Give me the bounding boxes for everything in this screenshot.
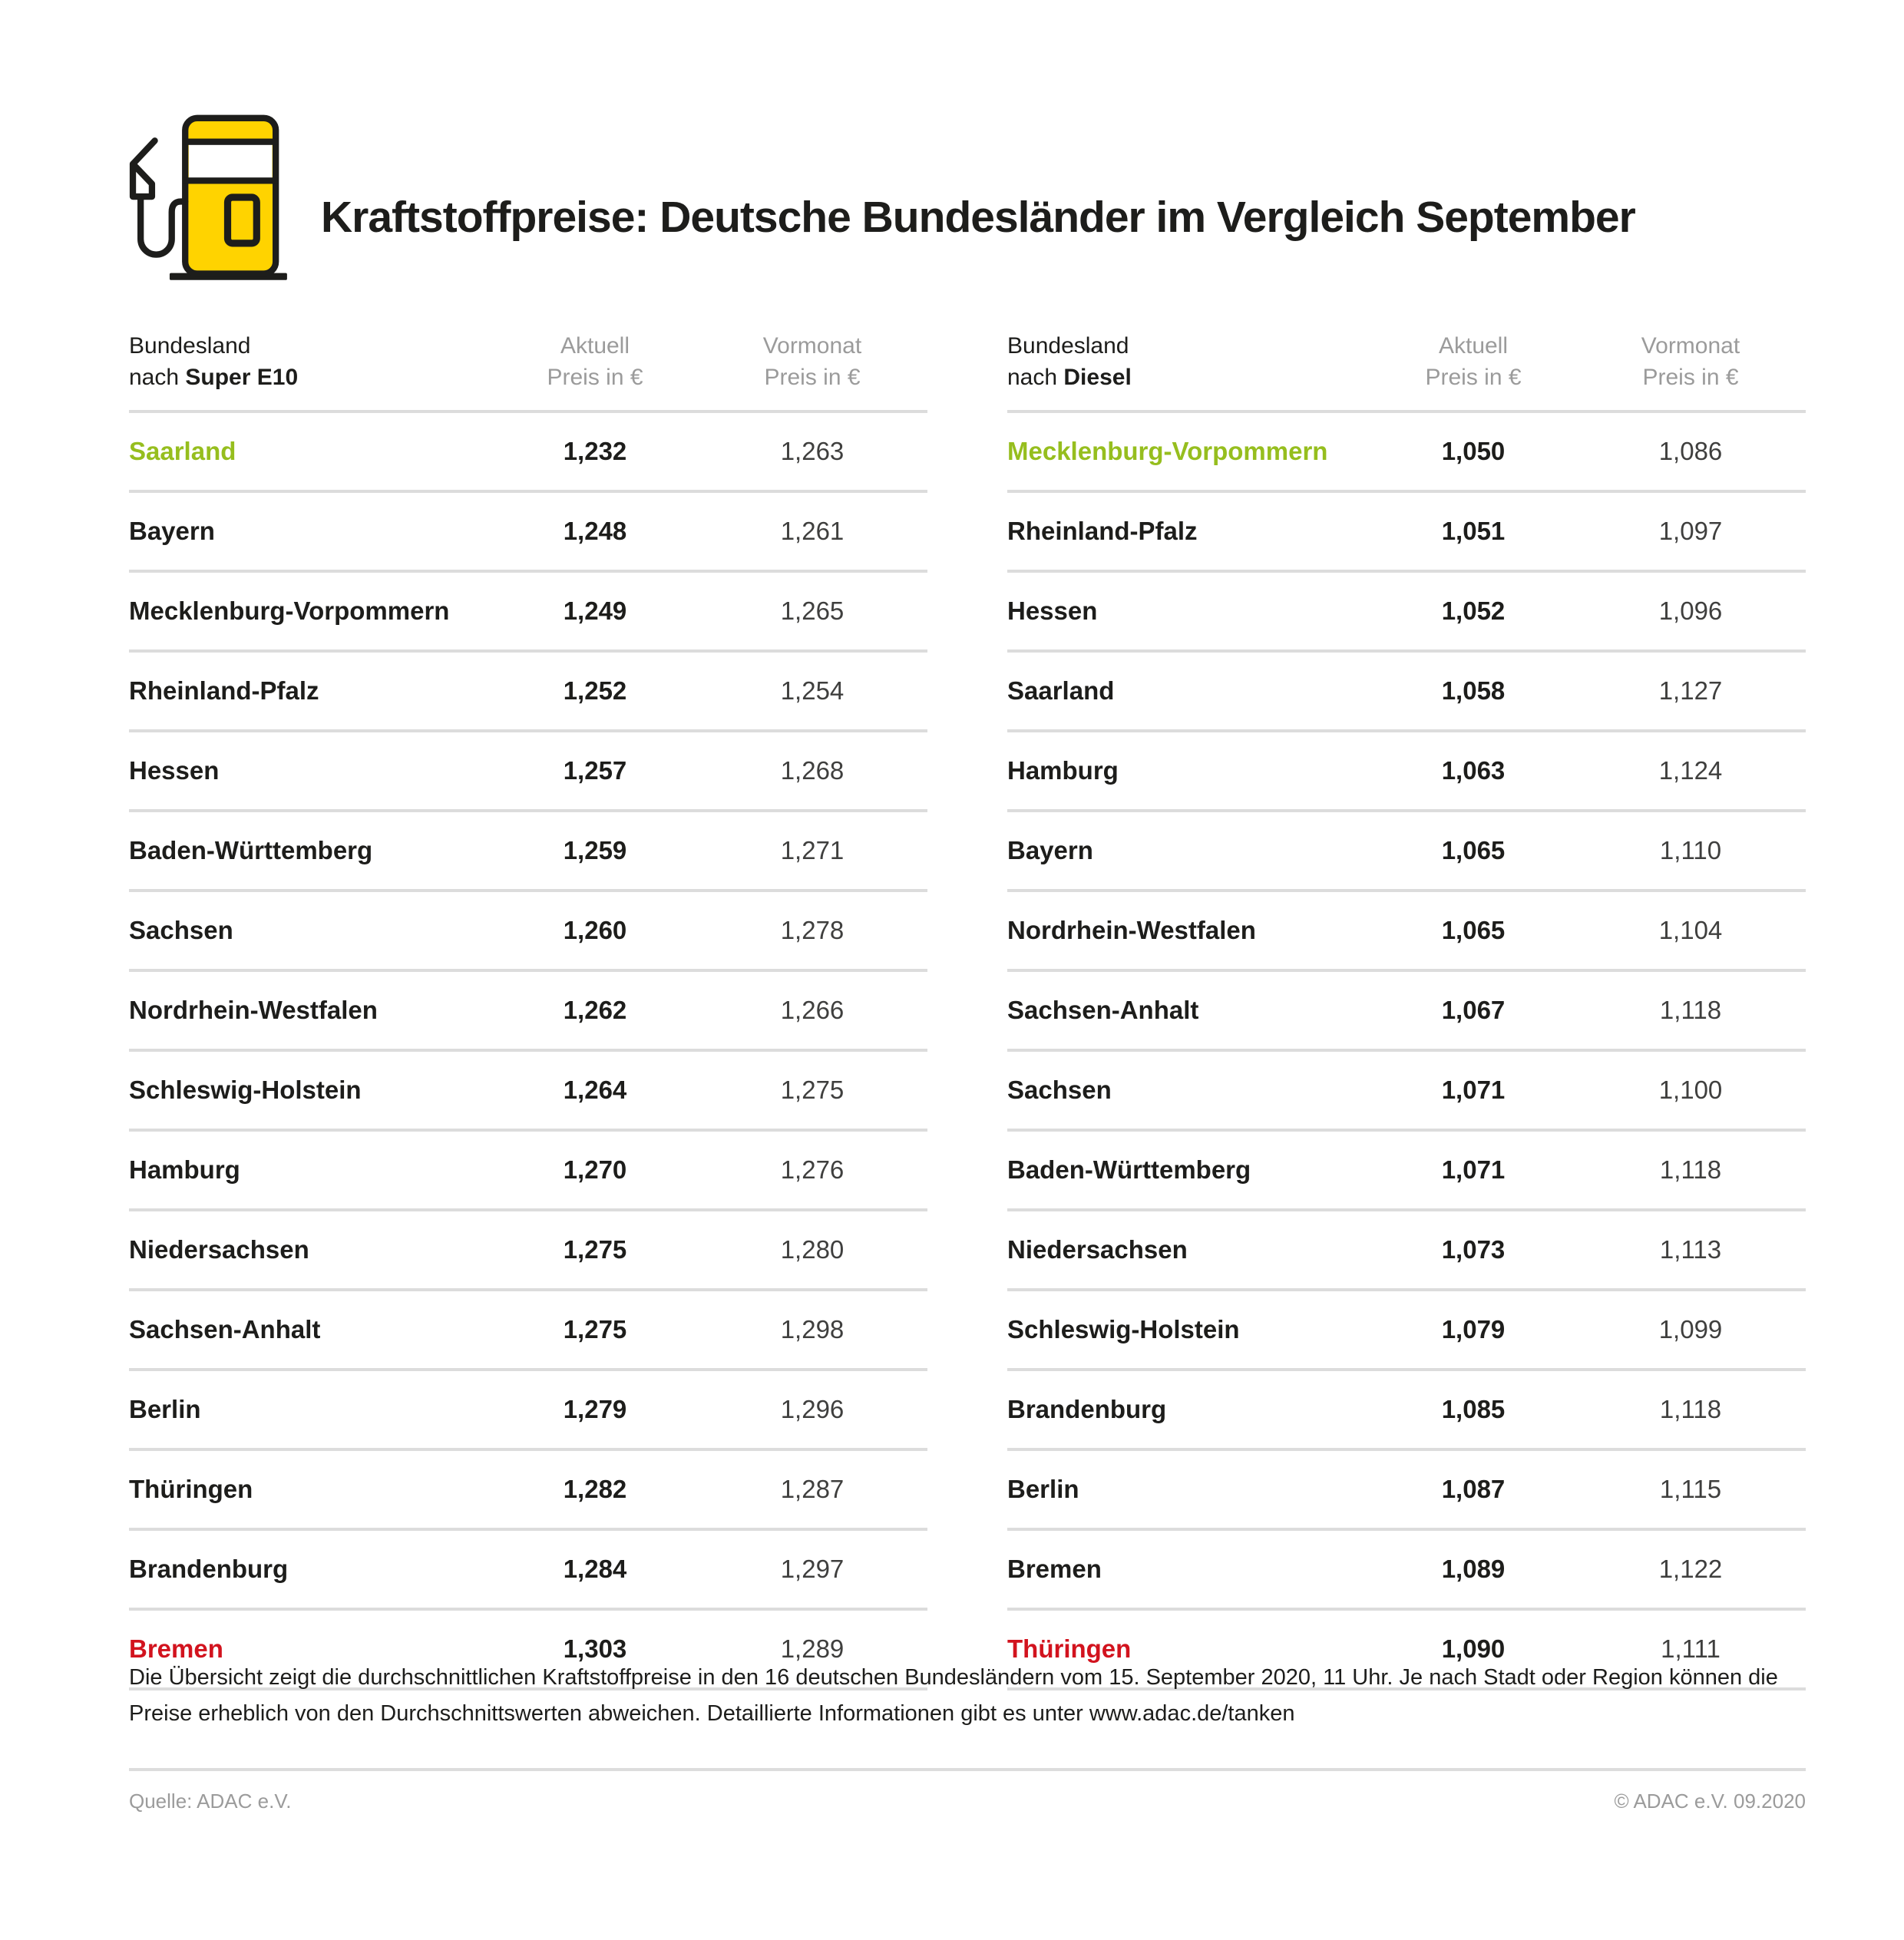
table-row: [1007, 1052, 1806, 1132]
previous-month-price: 1,122: [1658, 1555, 1723, 1583]
state-name: Sachsen-Anhalt: [1007, 996, 1199, 1024]
table-diesel: [1007, 329, 1806, 1690]
header-line2-prefix: nach: [1007, 365, 1064, 390]
table-super-e10: [129, 329, 927, 1690]
table-row: [1007, 1451, 1806, 1531]
table-row: [129, 1132, 927, 1211]
table-row: [129, 653, 927, 732]
table-row: [129, 413, 927, 493]
column-header-bundesland: [1007, 330, 1391, 393]
table-row: [129, 892, 927, 972]
table-header: [129, 329, 927, 413]
previous-month-price: 1,124: [1658, 756, 1723, 785]
state-name: Baden-Württemberg: [1007, 1155, 1251, 1184]
previous-month-price: 1,289: [780, 1634, 845, 1663]
state-name: Bayern: [1007, 836, 1093, 864]
previous-month-price: 1,276: [780, 1155, 845, 1184]
state-name: Thüringen: [129, 1475, 253, 1503]
state-name: Schleswig-Holstein: [129, 1076, 362, 1104]
current-price: 1,279: [563, 1395, 627, 1423]
previous-month-price: 1,097: [1658, 517, 1723, 545]
state-name: Saarland: [1007, 676, 1115, 705]
table-row: [1007, 812, 1806, 892]
previous-month-price: 1,275: [780, 1076, 845, 1104]
table-row: [129, 1291, 927, 1371]
current-price: 1,063: [1441, 756, 1506, 785]
bottom-divider: [129, 1768, 1806, 1771]
state-name: Bremen: [129, 1634, 223, 1663]
table-row: [129, 573, 927, 653]
page-title: Kraftstoffpreise: Deutsche Bundesländer im Vergleich September: [321, 193, 1635, 242]
current-price: 1,089: [1441, 1555, 1506, 1583]
state-name: Hamburg: [1007, 756, 1119, 785]
column-header-vormonat: Vormonat Preis in €: [762, 333, 862, 390]
previous-month-price: 1,115: [1659, 1475, 1722, 1503]
state-name: Sachsen-Anhalt: [129, 1315, 321, 1343]
fuel-pump-icon: [115, 98, 313, 296]
column-header-bundesland: [129, 330, 513, 393]
table-row: [129, 1052, 927, 1132]
previous-month-price: 1,280: [780, 1235, 845, 1264]
table-row: [1007, 413, 1806, 493]
previous-month-price: 1,268: [780, 756, 845, 785]
previous-month-price: 1,111: [1661, 1634, 1721, 1663]
previous-month-price: 1,254: [780, 676, 845, 705]
current-price: 1,282: [563, 1475, 627, 1503]
table-row: [129, 732, 927, 812]
previous-month-price: 1,118: [1659, 1155, 1722, 1184]
table-row: [1007, 493, 1806, 573]
column-header-aktuell: Aktuell Preis in €: [547, 333, 643, 390]
current-price: 1,065: [1441, 916, 1506, 944]
footnote-line1: Die Übersicht zeigt die durchschnittlichen Kraftstoffpreise in den 16 deutschen Bundesländern vom 15. September 2020, 11 Uhr. Je nach Stadt oder Region können die: [129, 1665, 1778, 1690]
current-price: 1,090: [1441, 1634, 1506, 1663]
previous-month-price: 1,263: [780, 437, 845, 465]
table-row: [129, 972, 927, 1052]
table-row: [1007, 1211, 1806, 1291]
table-row: [1007, 972, 1806, 1052]
state-name: Bremen: [1007, 1555, 1102, 1583]
state-name: Mecklenburg-Vorpommern: [129, 597, 450, 625]
previous-month-price: 1,278: [780, 916, 845, 944]
previous-month-price: 1,118: [1659, 1395, 1722, 1423]
current-price: 1,249: [563, 597, 627, 625]
previous-month-price: 1,261: [780, 517, 845, 545]
current-price: 1,303: [563, 1634, 627, 1663]
table-body: [129, 413, 927, 1690]
state-name: Hessen: [129, 756, 220, 785]
table-row: [1007, 1371, 1806, 1451]
table-row: [1007, 732, 1806, 812]
current-price: 1,051: [1441, 517, 1506, 545]
current-price: 1,079: [1441, 1315, 1506, 1343]
table-row: [129, 1371, 927, 1451]
state-name: Hessen: [1007, 597, 1098, 625]
current-price: 1,262: [563, 996, 627, 1024]
state-name: Berlin: [1007, 1475, 1079, 1503]
current-price: 1,071: [1441, 1155, 1506, 1184]
header-line2-prefix: nach: [129, 365, 186, 390]
state-name: Saarland: [129, 437, 236, 465]
header-line1: Bundesland: [1007, 333, 1129, 359]
previous-month-price: 1,104: [1658, 916, 1723, 944]
previous-month-price: 1,118: [1659, 996, 1722, 1024]
table-row: [1007, 573, 1806, 653]
previous-month-price: 1,100: [1658, 1076, 1723, 1104]
current-price: 1,087: [1441, 1475, 1506, 1503]
tables-container: [129, 329, 1806, 1690]
state-name: Mecklenburg-Vorpommern: [1007, 437, 1328, 465]
previous-month-price: 1,266: [780, 996, 845, 1024]
current-price: 1,275: [563, 1315, 627, 1343]
source-label: Quelle: ADAC e.V.: [129, 1790, 292, 1813]
previous-month-price: 1,297: [780, 1555, 845, 1583]
current-price: 1,257: [563, 756, 627, 785]
table-row: [129, 1531, 927, 1611]
column-header-aktuell: Aktuell Preis in €: [1425, 333, 1522, 390]
previous-month-price: 1,086: [1658, 437, 1723, 465]
state-name: Sachsen: [1007, 1076, 1112, 1104]
state-name: Brandenburg: [1007, 1395, 1167, 1423]
state-name: Niedersachsen: [1007, 1235, 1188, 1264]
table-row: [1007, 892, 1806, 972]
table-row: [1007, 1132, 1806, 1211]
table-body: [1007, 413, 1806, 1690]
previous-month-price: 1,127: [1658, 676, 1723, 705]
state-name: Sachsen: [129, 916, 233, 944]
table-row: [129, 493, 927, 573]
table-row: [1007, 1291, 1806, 1371]
state-name: Schleswig-Holstein: [1007, 1315, 1240, 1343]
previous-month-price: 1,265: [780, 597, 845, 625]
previous-month-price: 1,110: [1659, 836, 1722, 864]
current-price: 1,065: [1441, 836, 1506, 864]
table-row: [129, 812, 927, 892]
fuel-name: Super E10: [185, 365, 299, 390]
state-name: Berlin: [129, 1395, 201, 1423]
state-name: Thüringen: [1007, 1634, 1132, 1663]
table-header: [1007, 329, 1806, 413]
current-price: 1,270: [563, 1155, 627, 1184]
copyright-label: © ADAC e.V. 09.2020: [1614, 1790, 1806, 1813]
previous-month-price: 1,296: [780, 1395, 845, 1423]
current-price: 1,071: [1441, 1076, 1506, 1104]
current-price: 1,067: [1441, 996, 1506, 1024]
state-name: Brandenburg: [129, 1555, 289, 1583]
header-line1: Bundesland: [129, 333, 251, 359]
current-price: 1,073: [1441, 1235, 1506, 1264]
state-name: Bayern: [129, 517, 215, 545]
previous-month-price: 1,287: [780, 1475, 845, 1503]
current-price: 1,248: [563, 517, 627, 545]
current-price: 1,050: [1441, 437, 1506, 465]
table-row: [129, 1451, 927, 1531]
current-price: 1,052: [1441, 597, 1506, 625]
current-price: 1,252: [563, 676, 627, 705]
table-row: [129, 1211, 927, 1291]
current-price: 1,058: [1441, 676, 1506, 705]
current-price: 1,284: [563, 1555, 627, 1583]
footnote: [129, 1660, 1806, 1732]
previous-month-price: 1,099: [1658, 1315, 1723, 1343]
state-name: Rheinland-Pfalz: [129, 676, 319, 705]
current-price: 1,275: [563, 1235, 627, 1264]
column-header-vormonat: Vormonat Preis in €: [1641, 333, 1740, 390]
table-row: [1007, 653, 1806, 732]
previous-month-price: 1,113: [1659, 1235, 1722, 1264]
previous-month-price: 1,096: [1658, 597, 1723, 625]
current-price: 1,259: [563, 836, 627, 864]
state-name: Niedersachsen: [129, 1235, 309, 1264]
state-name: Nordrhein-Westfalen: [129, 996, 378, 1024]
table-row: [1007, 1531, 1806, 1611]
previous-month-price: 1,271: [780, 836, 845, 864]
state-name: Hamburg: [129, 1155, 240, 1184]
state-name: Baden-Württemberg: [129, 836, 373, 864]
state-name: Rheinland-Pfalz: [1007, 517, 1198, 545]
current-price: 1,260: [563, 916, 627, 944]
current-price: 1,085: [1441, 1395, 1506, 1423]
fuel-name: Diesel: [1063, 365, 1132, 390]
state-name: Nordrhein-Westfalen: [1007, 916, 1256, 944]
current-price: 1,232: [563, 437, 627, 465]
footnote-line2: Preise erheblich von den Durchschnittswerten abweichen. Detaillierte Informationen gibt es unter www.adac.de/tanken: [129, 1701, 1295, 1726]
previous-month-price: 1,298: [780, 1315, 845, 1343]
current-price: 1,264: [563, 1076, 627, 1104]
